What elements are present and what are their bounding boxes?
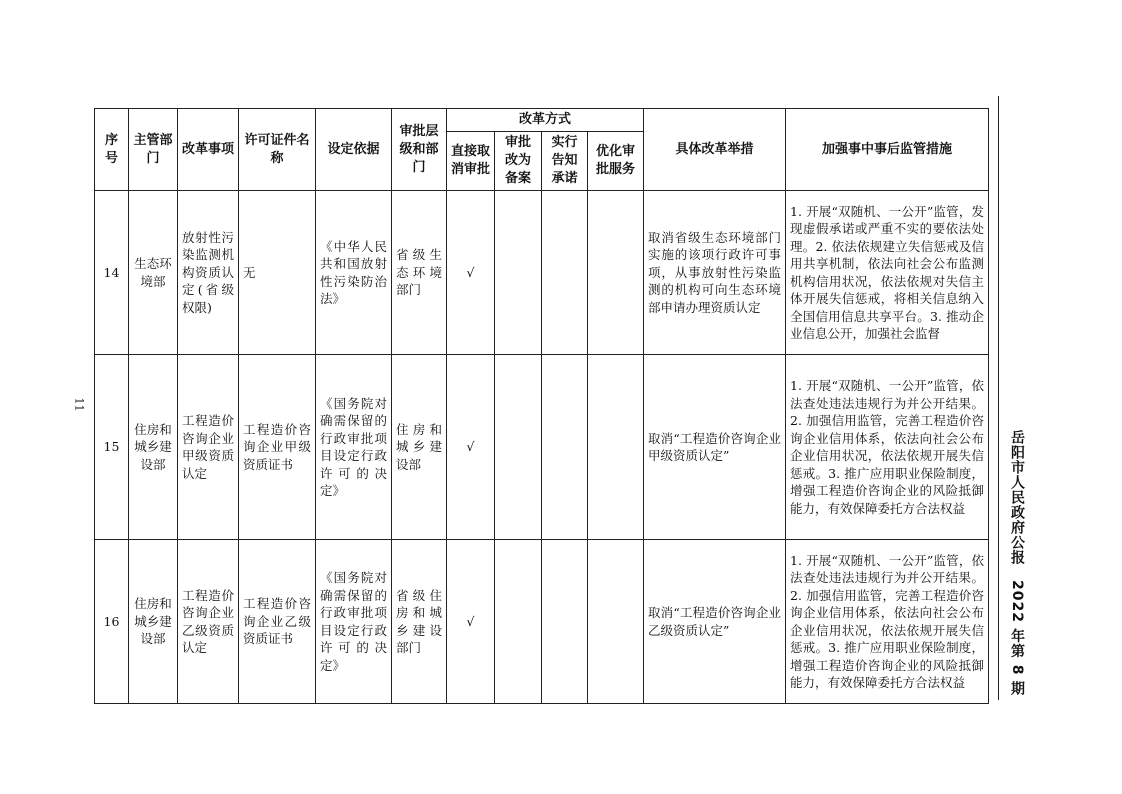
cell-license: 工程造价咨询企业乙级资质证书 — [239, 540, 316, 704]
cell-dept: 生态环境部 — [129, 191, 178, 355]
header-mode-filing: 审批改为备案 — [495, 132, 542, 191]
table-row — [95, 191, 989, 355]
cell-mode-filing — [495, 191, 542, 355]
cell-measures: 取消省级生态环境部门实施的该项行政许可事项，从事放射性污染监测的机构可向生态环境部申请办理资质认定 — [644, 191, 786, 355]
running-header — [1003, 430, 1027, 696]
header-supervision: 加强事中事后监管措施 — [786, 109, 989, 191]
cell-seq: 14 — [95, 191, 129, 355]
cell-mode-optimize — [588, 540, 644, 704]
cell-mode-notify — [542, 355, 588, 540]
cell-seq: 15 — [95, 355, 129, 540]
cell-mode-cancel: √ — [447, 540, 495, 704]
cell-supervision: 1. 开展“双随机、一公开”监管，依法查处违法违规行为并公开结果。2. 加强信用监管，完善工程造价咨询企业信用体系，依法向社会公布企业信用状况，依法依规开展失信惩戒。3. 推广应用职业保险制度，增强工程造价咨询企业的风险抵御能力，有效保障委托方合法权益 — [786, 540, 989, 704]
cell-supervision: 1. 开展“双随机、一公开”监管，发现虚假承诺或严重不实的要依法处理。2. 依法依规建立失信惩戒及信用共享机制，依法向社会公布监测机构信用状况，依法依规对失信主体开展失信惩戒，将相关信息纳入全国信用信息共享平台。3. 推动企业信息公开，加强社会监督 — [786, 191, 989, 355]
header-level: 审批层级和部门 — [392, 109, 447, 191]
header-seq: 序号 — [95, 109, 129, 191]
cell-dept: 住房和城乡建设部 — [129, 355, 178, 540]
cell-measures: 取消“工程造价咨询企业乙级资质认定” — [644, 540, 786, 704]
cell-basis: 《国务院对确需保留的行政审批项目设定行政许可的决定》 — [316, 540, 392, 704]
cell-mode-filing — [495, 540, 542, 704]
header-reform-mode: 改革方式 — [447, 109, 644, 132]
reform-table — [94, 108, 989, 704]
page-edge-rule — [998, 96, 999, 700]
cell-mode-notify — [542, 540, 588, 704]
cell-item: 放射性污染监测机构资质认定(省级权限) — [178, 191, 239, 355]
cell-item: 工程造价咨询企业甲级资质认定 — [178, 355, 239, 540]
header-mode-notify: 实行告知承诺 — [542, 132, 588, 191]
table-row — [95, 355, 989, 540]
cell-mode-cancel: √ — [447, 191, 495, 355]
table-row — [95, 540, 989, 704]
cell-supervision: 1. 开展“双随机、一公开”监管，依法查处违法违规行为并公开结果。2. 加强信用监管，完善工程造价咨询企业信用体系，依法向社会公布企业信用状况，依法依规开展失信惩戒。3. 推广应用职业保险制度，增强工程造价咨询企业的风险抵御能力，有效保障委托方合法权益 — [786, 355, 989, 540]
cell-mode-notify — [542, 191, 588, 355]
page-number: 11 — [72, 397, 86, 412]
header-basis: 设定依据 — [316, 109, 392, 191]
cell-mode-filing — [495, 355, 542, 540]
header-mode-cancel: 直接取消审批 — [447, 132, 495, 191]
cell-level: 省级生态环境部门 — [392, 191, 447, 355]
cell-dept: 住房和城乡建设部 — [129, 540, 178, 704]
cell-measures: 取消“工程造价咨询企业甲级资质认定” — [644, 355, 786, 540]
cell-mode-optimize — [588, 191, 644, 355]
cell-basis: 《中华人民共和国放射性污染防治法》 — [316, 191, 392, 355]
header-mode-optimize: 优化审批服务 — [588, 132, 644, 191]
cell-item: 工程造价咨询企业乙级资质认定 — [178, 540, 239, 704]
running-title: 岳阳市人民政府公报 — [1009, 430, 1025, 565]
cell-basis: 《国务院对确需保留的行政审批项目设定行政许可的决定》 — [316, 355, 392, 540]
header-measures: 具体改革举措 — [644, 109, 786, 191]
header-dept: 主管部门 — [129, 109, 178, 191]
cell-mode-cancel: √ — [447, 355, 495, 540]
cell-mode-optimize — [588, 355, 644, 540]
cell-license: 工程造价咨询企业甲级资质证书 — [239, 355, 316, 540]
cell-level: 住房和城乡建设部 — [392, 355, 447, 540]
issue-number: 2022 年第 8 期 — [1009, 580, 1025, 697]
cell-seq: 16 — [95, 540, 129, 704]
cell-level: 省级住房和城乡建设部门 — [392, 540, 447, 704]
header-license: 许可证件名称 — [239, 109, 316, 191]
cell-license: 无 — [239, 191, 316, 355]
header-item: 改革事项 — [178, 109, 239, 191]
